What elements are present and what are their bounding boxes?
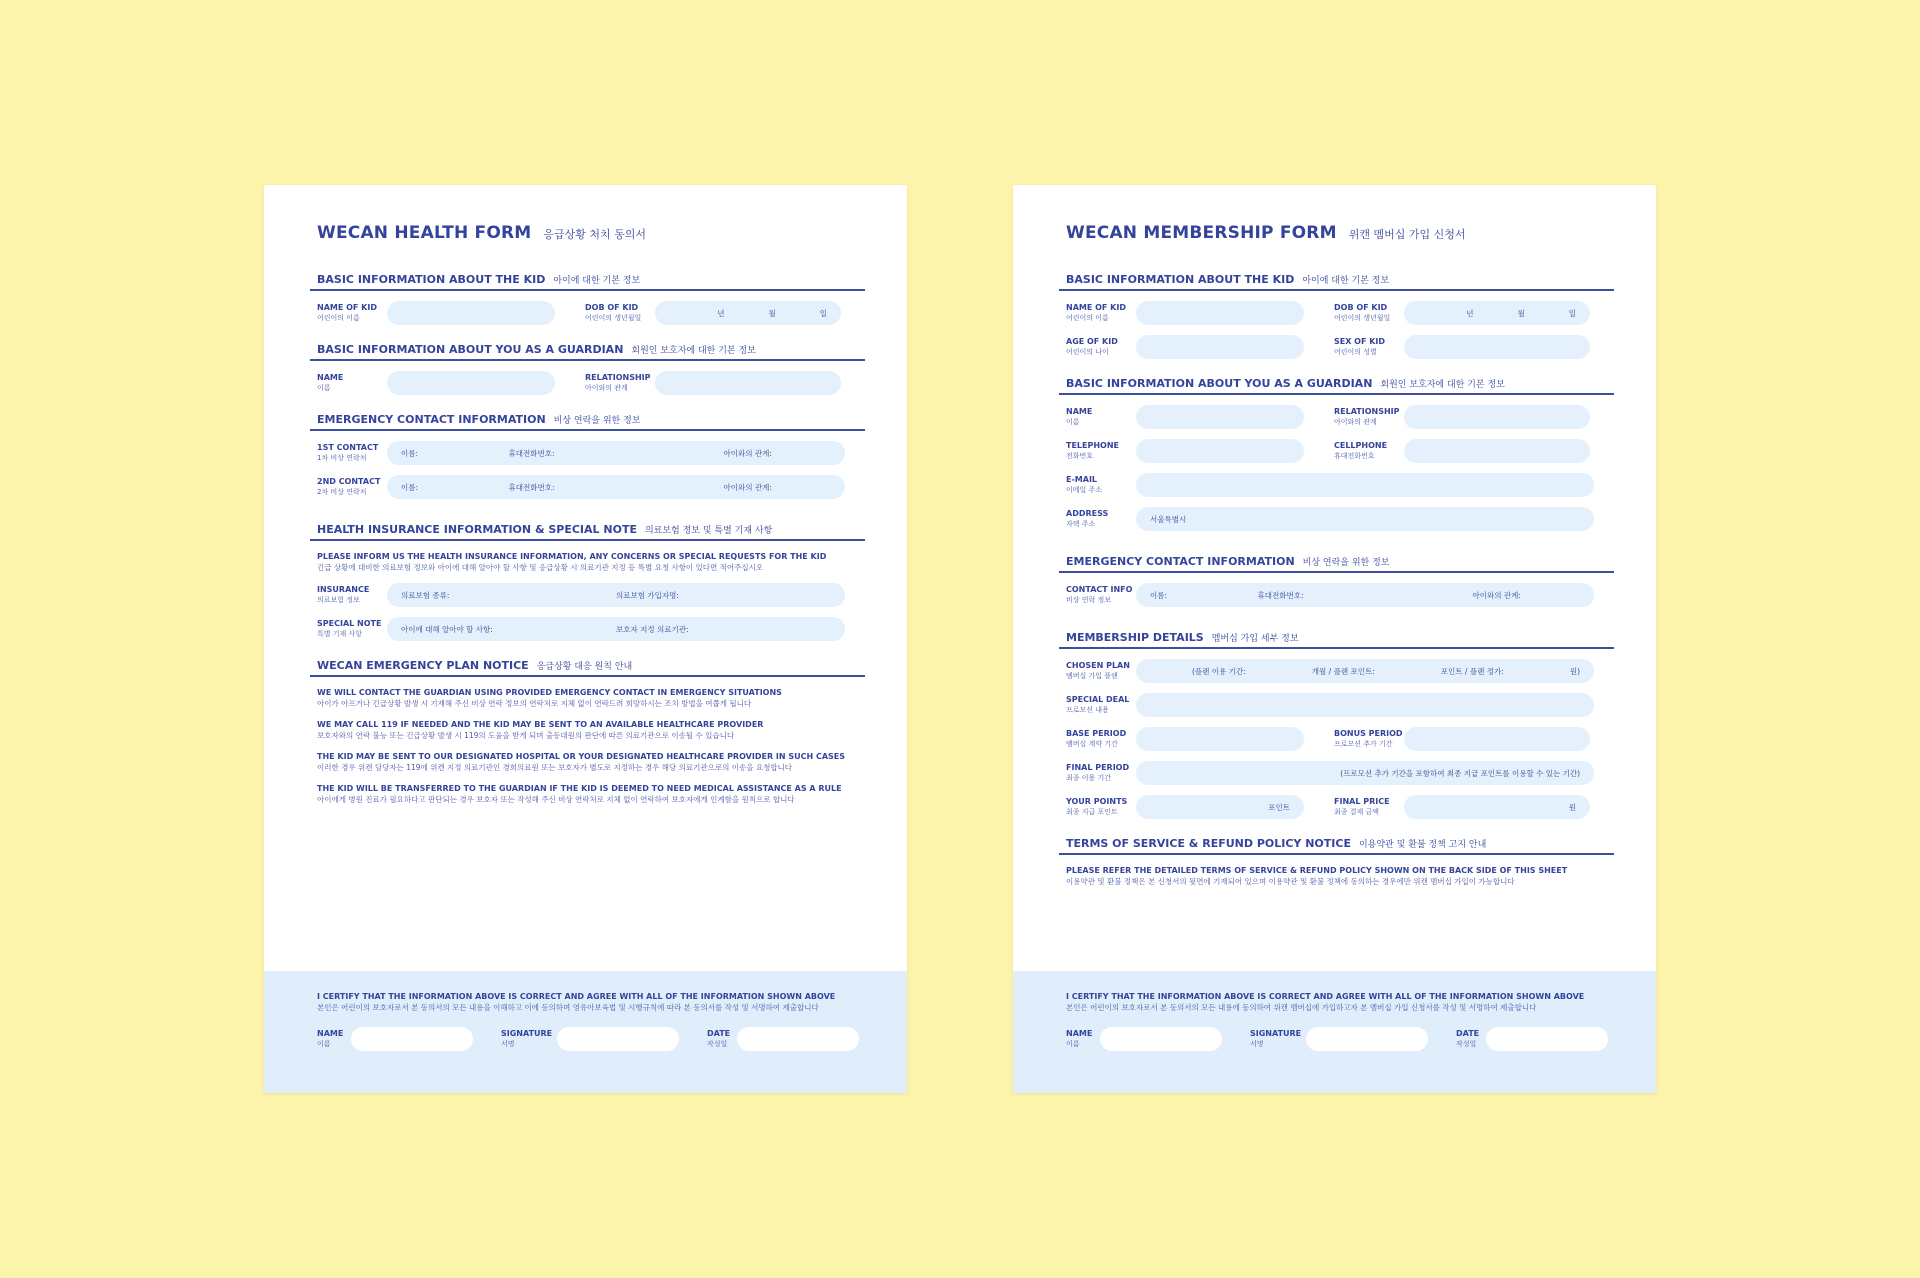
membership-form-sheet — [1013, 185, 1656, 1093]
notice-item: THE KID WILL BE TRANSFERRED TO THE GUARDIAN IF THE KID IS DEEMED TO NEED MEDICAL ASSISTANCE AS A RULE 아이에게 병원 진료가 필요하다고 판단되는 경우 보호자 또는 작성해 주신 비상 연락처로 지체 없이 연락하여 보호자에게 인계함을 원칙으로 합니다 — [317, 784, 842, 804]
telephone-field[interactable] — [1136, 439, 1304, 463]
emergency-contact-section — [317, 413, 865, 499]
name-of-kid-label: NAME OF KID 어린이의 이름 — [317, 303, 377, 322]
section-heading: BASIC INFORMATION ABOUT YOU AS A GUARDIAN 회원인 보호자에 대한 기본 정보 — [310, 343, 865, 361]
name-of-kid-field[interactable] — [1136, 301, 1304, 325]
bonus-period-field[interactable] — [1404, 727, 1590, 751]
insurance-section — [317, 523, 865, 641]
section-heading: BASIC INFORMATION ABOUT YOU AS A GUARDIAN 회원인 보호자에 대한 기본 정보 — [1059, 377, 1614, 395]
dob-label: DOB OF KID 어린이의 생년월일 — [1334, 303, 1391, 322]
terms-section — [1066, 837, 1614, 887]
emergency-contact-section — [1066, 555, 1614, 607]
final-price-label: FINAL PRICE 최종 결제 금액 — [1334, 797, 1390, 816]
guardian-name-label: NAME 이름 — [1066, 407, 1093, 426]
age-of-kid-label: AGE OF KID 어린이의 나이 — [1066, 337, 1118, 356]
base-period-label: BASE PERIOD 멤버십 계약 기간 — [1066, 729, 1127, 748]
bonus-period-label: BONUS PERIOD 프로모션 추가 기간 — [1334, 729, 1403, 748]
age-of-kid-field[interactable] — [1136, 335, 1304, 359]
guardian-info-section — [1066, 377, 1614, 531]
dob-field[interactable]: 년 월 일 — [655, 301, 841, 325]
notice-item: WE WILL CONTACT THE GUARDIAN USING PROVIDED EMERGENCY CONTACT IN EMERGENCY SITUATIONS 아이가 아프거나 긴급상황 발생 시 기재해 주신 비상 연락 정보의 연락처로 지체 없이 연락드려 희망하시는 조치 방법을 여쭙게 됩니다 — [317, 688, 782, 708]
insurance-label: INSURANCE 의료보험 정보 — [317, 585, 370, 604]
special-note-label: SPECIAL NOTE 특별 기재 사항 — [317, 619, 382, 638]
membership-form-title: WECAN MEMBERSHIP FORM 위캔 멤버십 가입 신청서 — [1066, 223, 1466, 243]
section-heading: BASIC INFORMATION ABOUT THE KID 아이에 대한 기본 정보 — [1059, 273, 1614, 291]
guardian-name-field[interactable] — [387, 371, 555, 395]
email-field[interactable] — [1136, 473, 1594, 497]
first-contact-label: 1ST CONTACT 1차 비상 연락처 — [317, 443, 379, 462]
address-field[interactable]: 서울특별시 — [1136, 507, 1594, 531]
sign-name-field[interactable] — [351, 1027, 473, 1051]
cellphone-label: CELLPHONE 휴대전화번호 — [1334, 441, 1388, 460]
final-period-field[interactable]: (프로모션 추가 기간을 포함하여 최종 지급 포인트를 이용할 수 있는 기간) — [1136, 761, 1594, 785]
section-heading: TERMS OF SERVICE & REFUND POLICY NOTICE 이용약관 및 환불 정책 고지 안내 — [1059, 837, 1614, 855]
insurance-field[interactable]: 의료보험 종류: 의료보험 가입자명: — [387, 583, 845, 607]
special-deal-label: SPECIAL DEAL 프로모션 내용 — [1066, 695, 1130, 714]
chosen-plan-label: CHOSEN PLAN 멤버십 가입 플랜 — [1066, 661, 1130, 680]
address-label: ADDRESS 자택 주소 — [1066, 509, 1109, 528]
cellphone-field[interactable] — [1404, 439, 1590, 463]
signature-label: SIGNATURE 서명 — [501, 1029, 553, 1048]
insurance-instruction: PLEASE INFORM US THE HEALTH INSURANCE INFORMATION, ANY CONCERNS OR SPECIAL REQUESTS FOR THE KID 긴급 상황에 대비한 의료보험 정보와 아이에 대해 알아야 할 사항 및 응급상황 시 의료기관 지정 등 특별 요청 사항이 있다면 적어주십시오 — [317, 552, 827, 572]
contact-info-label: CONTACT INFO 비상 연락 정보 — [1066, 585, 1133, 604]
section-heading: BASIC INFORMATION ABOUT THE KID 아이에 대한 기본 정보 — [310, 273, 865, 291]
special-note-field[interactable]: 아이에 대해 알아야 할 사항: 보호자 지정 의료기관: — [387, 617, 845, 641]
certification-footer — [264, 971, 907, 1093]
section-heading: EMERGENCY CONTACT INFORMATION 비상 연락을 위한 정보 — [310, 413, 865, 431]
guardian-name-label: NAME 이름 — [317, 373, 344, 392]
chosen-plan-field[interactable]: (플랜 이용 기간: 개월 / 플랜 포인트: 포인트 / 플랜 정가: 원) — [1136, 659, 1594, 683]
certify-statement: I CERTIFY THAT THE INFORMATION ABOVE IS CORRECT AND AGREE WITH ALL OF THE INFORMATION SHOWN ABOVE — [1066, 992, 1585, 1001]
final-period-label: FINAL PERIOD 최종 이용 기간 — [1066, 763, 1130, 782]
your-points-label: YOUR POINTS 최종 지급 포인트 — [1066, 797, 1128, 816]
guardian-name-field[interactable] — [1136, 405, 1304, 429]
dob-label: DOB OF KID 어린이의 생년월일 — [585, 303, 642, 322]
signature-field[interactable] — [557, 1027, 679, 1051]
date-field[interactable] — [1486, 1027, 1608, 1051]
terms-notice: PLEASE REFER THE DETAILED TERMS OF SERVICE & REFUND POLICY SHOWN ON THE BACK SIDE OF THIS SHEET 이용약관 및 환불 정책은 본 신청서의 뒷면에 기재되어 있으며 이용약관 및 환불 정책에 동의하는 경우에만 위캔 멤버십 가입이 가능합니다 — [1066, 866, 1568, 886]
section-heading: WECAN EMERGENCY PLAN NOTICE 응급상황 대응 원칙 안내 — [310, 659, 865, 677]
first-contact-field[interactable]: 이름: 휴대전화번호: 아이와의 관계: — [387, 441, 845, 465]
date-label: DATE 작성일 — [1456, 1029, 1480, 1048]
kid-info-section — [1066, 273, 1614, 359]
final-price-field[interactable]: 원 — [1404, 795, 1590, 819]
emergency-plan-section — [317, 659, 865, 805]
second-contact-label: 2ND CONTACT 2차 비상 연락처 — [317, 477, 381, 496]
relationship-label: RELATIONSHIP 아이와의 관계 — [1334, 407, 1400, 426]
your-points-field[interactable]: 포인트 — [1136, 795, 1304, 819]
section-heading: EMERGENCY CONTACT INFORMATION 비상 연락을 위한 정보 — [1059, 555, 1614, 573]
telephone-label: TELEPHONE 전화번호 — [1066, 441, 1120, 460]
sex-of-kid-label: SEX OF KID 어린이의 성별 — [1334, 337, 1386, 356]
special-deal-field[interactable] — [1136, 693, 1594, 717]
notice-item: THE KID MAY BE SENT TO OUR DESIGNATED HOSPITAL OR YOUR DESIGNATED HEALTHCARE PROVIDER IN SUCH CASES 이러한 경우 위캔 담당자는 119에 위캔 지정 의료기관인 경희의료원 또는 보호자가 별도로 지정하는 경우 해당 의료기관으로의 이송을 요청합니다 — [317, 752, 846, 772]
notice-item: WE MAY CALL 119 IF NEEDED AND THE KID MAY BE SENT TO AN AVAILABLE HEALTHCARE PROVIDER 보호자와의 연락 불능 또는 긴급상황 발생 시 119의 도움을 받게 되며 출동대원의 판단에 따른 의료기관으로 이송될 수 있습니다 — [317, 720, 764, 740]
sign-name-field[interactable] — [1100, 1027, 1222, 1051]
guardian-info-section — [317, 343, 865, 395]
signature-field[interactable] — [1306, 1027, 1428, 1051]
relationship-label: RELATIONSHIP 아이와의 관계 — [585, 373, 651, 392]
base-period-field[interactable] — [1136, 727, 1304, 751]
date-field[interactable] — [737, 1027, 859, 1051]
date-label: DATE 작성일 — [707, 1029, 731, 1048]
health-form-title: WECAN HEALTH FORM 응급상황 처치 동의서 — [317, 223, 647, 243]
signature-label: SIGNATURE 서명 — [1250, 1029, 1302, 1048]
contact-info-field[interactable]: 이름: 휴대전화번호: 아이와의 관계: — [1136, 583, 1594, 607]
section-heading: HEALTH INSURANCE INFORMATION & SPECIAL NOTE 의료보험 정보 및 특별 기재 사항 — [310, 523, 865, 541]
certify-statement-ko: 본인은 어린이의 보호자로서 본 동의서의 모든 내용에 동의하여 위캔 멤버십에 가입하고자 본 멤버십 가입 신청서를 작성 및 서명하여 제출합니다 — [1066, 1003, 1537, 1012]
name-of-kid-label: NAME OF KID 어린이의 이름 — [1066, 303, 1126, 322]
kid-info-section — [317, 273, 865, 325]
sign-name-label: NAME 이름 — [1066, 1029, 1093, 1048]
certify-statement: I CERTIFY THAT THE INFORMATION ABOVE IS CORRECT AND AGREE WITH ALL OF THE INFORMATION SHOWN ABOVE — [317, 992, 836, 1001]
name-of-kid-field[interactable] — [387, 301, 555, 325]
email-label: E-MAIL 이메일 주소 — [1066, 475, 1103, 494]
dob-field[interactable]: 년 월 일 — [1404, 301, 1590, 325]
relationship-field[interactable] — [655, 371, 841, 395]
sex-of-kid-field[interactable] — [1404, 335, 1590, 359]
relationship-field[interactable] — [1404, 405, 1590, 429]
sign-name-label: NAME 이름 — [317, 1029, 344, 1048]
certification-footer — [1013, 971, 1656, 1093]
second-contact-field[interactable]: 이름: 휴대전화번호: 아이와의 관계: — [387, 475, 845, 499]
health-form-sheet — [264, 185, 907, 1093]
certify-statement-ko: 본인은 어린이의 보호자로서 본 동의서의 모든 내용을 이해하고 이에 동의하며 영유아보육법 및 시행규칙에 따라 본 동의서를 작성 및 서명하여 제출합니다 — [317, 1003, 819, 1012]
membership-details-section — [1066, 631, 1614, 819]
section-heading: MEMBERSHIP DETAILS 멤버십 가입 세부 정보 — [1059, 631, 1614, 649]
